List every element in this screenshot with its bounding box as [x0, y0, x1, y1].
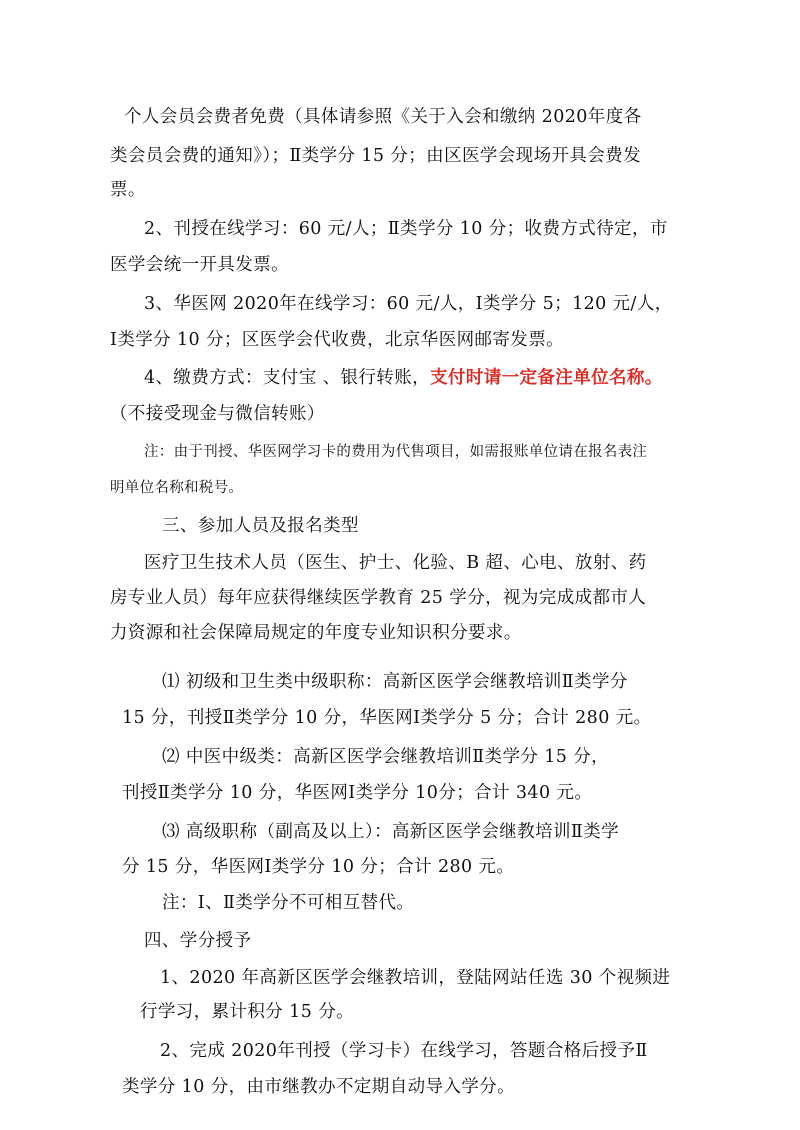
fee-paragraph-line-3: 票。 — [110, 180, 146, 200]
payment-method-line — [144, 366, 663, 390]
participants-paragraph-line-3: 力资源和社会保障局规定的年度专业知识积分要求。 — [110, 623, 522, 643]
correspondence-study-line-2: 医学会统一开具发票。 — [110, 255, 289, 275]
credit-item-2-line-2: 类学分 10 分，由市继教办不定期自动导入学分。 — [122, 1077, 515, 1097]
section-heading-credits: 四、学分授予 — [144, 931, 252, 951]
category-item-3-line-1: ⑶ 高级职称（副高及以上）：高新区医学会继教培训Ⅱ类学 — [162, 822, 620, 842]
credit-substitution-note: 注：Ⅰ、Ⅱ类学分不可相互替代。 — [162, 893, 415, 913]
section-heading-participants: 三、参加人员及报名类型 — [162, 516, 359, 536]
correspondence-study-line-1: 2、刊授在线学习：60 元/人；Ⅱ类学分 10 分；收费方式待定，市 — [144, 219, 668, 239]
category-item-1-line-2: 15 分，刊授Ⅱ类学分 10 分，华医网Ⅰ类学分 5 分；合计 280 元。 — [122, 708, 652, 728]
reimbursement-note-line-2: 明单位名称和税号。 — [110, 480, 244, 496]
participants-paragraph-line-2: 房专业人员）每年应获得继续医学教育 25 学分，视为完成成都市人 — [110, 588, 647, 608]
category-item-3-line-2: 分 15 分，华医网Ⅰ类学分 10 分；合计 280 元。 — [122, 857, 515, 877]
reimbursement-note-line-1: 注：由于刊授、华医网学习卡的费用为代售项目，如需报账单位请在报名表注 — [144, 444, 648, 460]
category-item-1-line-1: ⑴ 初级和卫生类中级职称：高新区医学会继教培训Ⅱ类学分 — [162, 672, 628, 692]
credit-item-1-line-1: 1、2020 年高新区医学会继教培训，登陆网站任选 30 个视频进 — [160, 968, 671, 988]
payment-method-text: 4、缴费方式：支付宝 、银行转账， — [144, 368, 430, 388]
huayi-study-line-1: 3、华医网 2020年在线学习：60 元/人，Ⅰ类学分 5；120 元/人， — [144, 294, 673, 314]
huayi-study-line-2: Ⅰ类学分 10 分；区医学会代收费，北京华医网邮寄发票。 — [110, 330, 565, 350]
fee-paragraph-line-1: 个人会员会费者免费（具体请参照《关于入会和缴纳 2020年度各 — [124, 107, 642, 127]
credit-item-2-line-1: 2、完成 2020年刊授（学习卡）在线学习，答题合格后授予Ⅱ — [160, 1041, 648, 1061]
fee-paragraph-line-2: 类会员会费的通知》）；Ⅱ类学分 15 分；由区医学会现场开具会费发 — [110, 146, 641, 166]
payment-exclusion-line: （不接受现金与微信转账） — [110, 404, 325, 424]
payment-remark-highlight: 支付时请一定备注单位名称。 — [430, 368, 663, 388]
credit-item-1-line-2: 行学习，累计积分 15 分。 — [140, 1002, 354, 1022]
category-item-2-line-2: 刊授Ⅱ类学分 10 分，华医网Ⅰ类学分 10分；合计 340 元。 — [122, 783, 593, 803]
participants-paragraph-line-1: 医疗卫生技术人员（医生、护士、化验、B 超、心电、放射、药 — [144, 553, 647, 573]
category-item-2-line-1: ⑵ 中医中级类：高新区医学会继教培训Ⅱ类学分 15 分， — [162, 747, 610, 767]
